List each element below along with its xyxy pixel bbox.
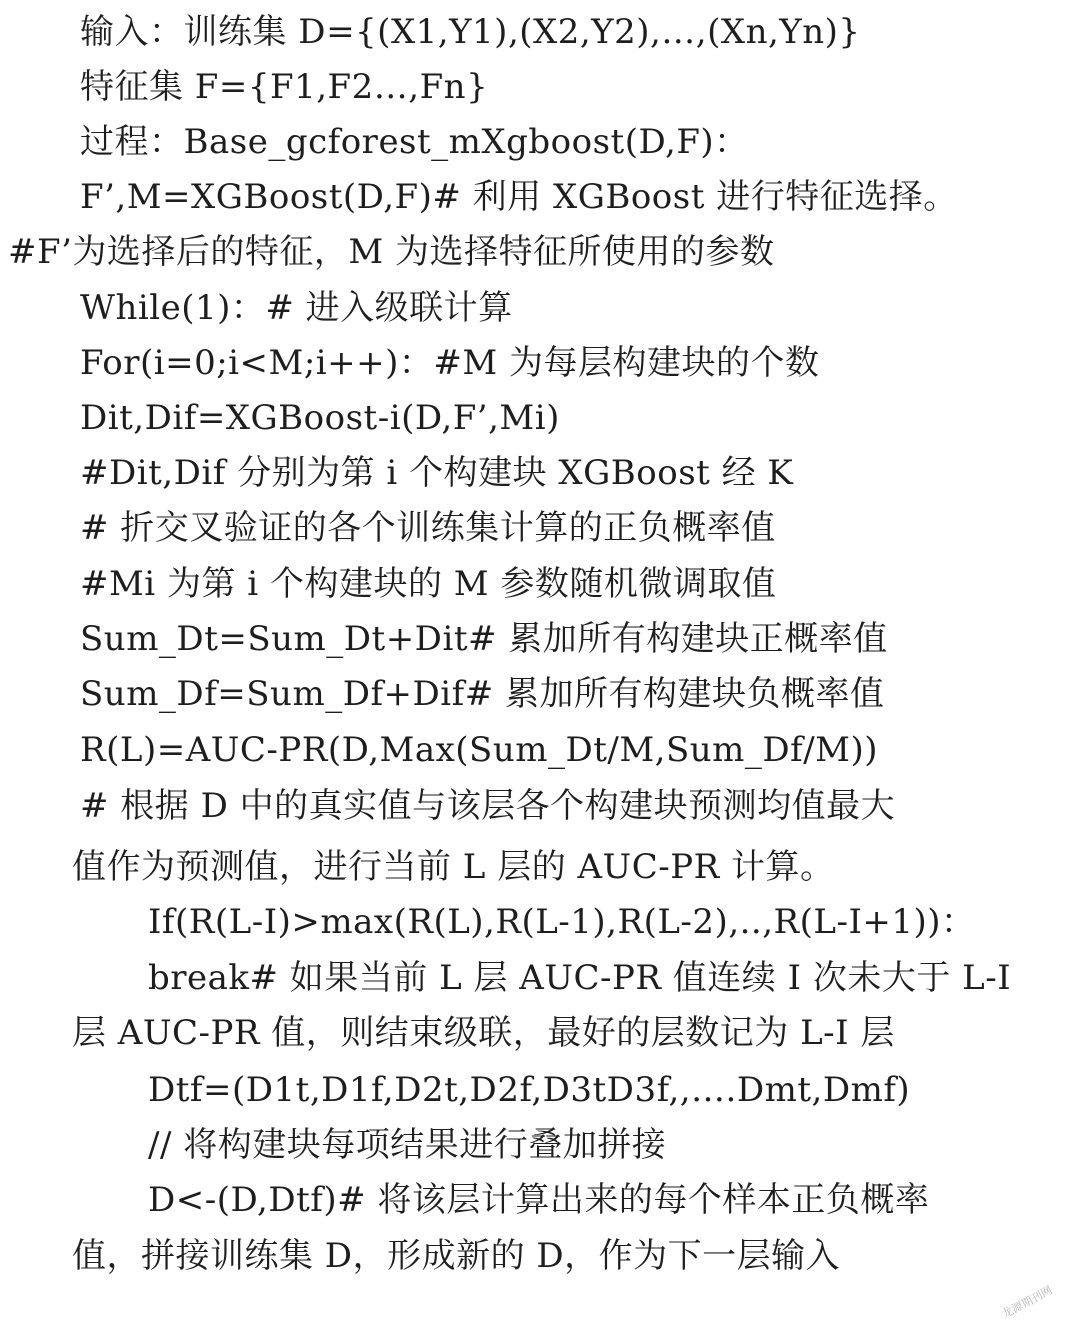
algorithm-line-comment: // 将构建块每项结果进行叠加拼接 xyxy=(148,1125,667,1165)
algorithm-line-comment: #Mi 为第 i 个构建块的 M 参数随机微调取值 xyxy=(80,564,777,604)
algorithm-line-input: 输入：训练集 D={(X1,Y1),(X2,Y2),…,(Xn,Yn)} xyxy=(80,12,861,52)
algorithm-line-concat: D<-(D,Dtf)# 将该层计算出来的每个样本正负概率 xyxy=(148,1180,930,1220)
algorithm-line-comment: 值，拼接训练集 D，形成新的 D，作为下一层输入 xyxy=(72,1236,841,1276)
algorithm-line-comment: # 折交叉验证的各个训练集计算的正负概率值 xyxy=(80,508,776,548)
algorithm-line-comment: 层 AUC-PR 值，则结束级联，最好的层数记为 L-I 层 xyxy=(72,1013,895,1053)
algorithm-line-sum-dt: Sum_Dt=Sum_Dt+Dit# 累加所有构建块正概率值 xyxy=(80,619,888,659)
algorithm-line-sum-df: Sum_Df=Sum_Df+Dif# 累加所有构建块负概率值 xyxy=(80,674,885,714)
algorithm-line-break: break# 如果当前 L 层 AUC-PR 值连续 I 次未大于 L-I xyxy=(148,958,1012,998)
algorithm-line-if: If(R(L-I)>max(R(L),R(L-1),R(L-2),..,R(L-I+1))： xyxy=(148,902,976,942)
algorithm-line-process: 过程：Base_gcforest_mXgboost(D,F)： xyxy=(80,122,749,162)
algorithm-line-dtf: Dtf=(D1t,D1f,D2t,D2f,D3tD3f,,….Dmt,Dmf) xyxy=(148,1070,911,1110)
algorithm-line-xgboost-i: Dit,Dif=XGBoost-i(D,F’,Mi) xyxy=(80,398,560,438)
algorithm-line-feature-set: 特征集 F={F1,F2…,Fn} xyxy=(80,67,489,107)
algorithm-line-feature-select: F’,M=XGBoost(D,F)# 利用 XGBoost 进行特征选择。 xyxy=(80,177,958,217)
algorithm-line-for: For(i=0;i<M;i++)：#M 为每层构建块的个数 xyxy=(80,343,820,383)
algorithm-line-comment: 值作为预测值，进行当前 L 层的 AUC-PR 计算。 xyxy=(72,847,835,887)
watermark: 龙源期刊网 xyxy=(999,1283,1055,1321)
algorithm-line-comment: #F’为选择后的特征，M 为选择特征所使用的参数 xyxy=(8,232,775,272)
algorithm-line-comment: # 根据 D 中的真实值与该层各个构建块预测均值最大 xyxy=(80,786,896,826)
algorithm-line-comment: #Dit,Dif 分别为第 i 个构建块 XGBoost 经 K xyxy=(80,453,794,493)
algorithm-line-while: While(1)：# 进入级联计算 xyxy=(80,288,513,328)
algorithm-line-auc-pr: R(L)=AUC-PR(D,Max(Sum_Dt/M,Sum_Df/M)) xyxy=(80,730,879,770)
